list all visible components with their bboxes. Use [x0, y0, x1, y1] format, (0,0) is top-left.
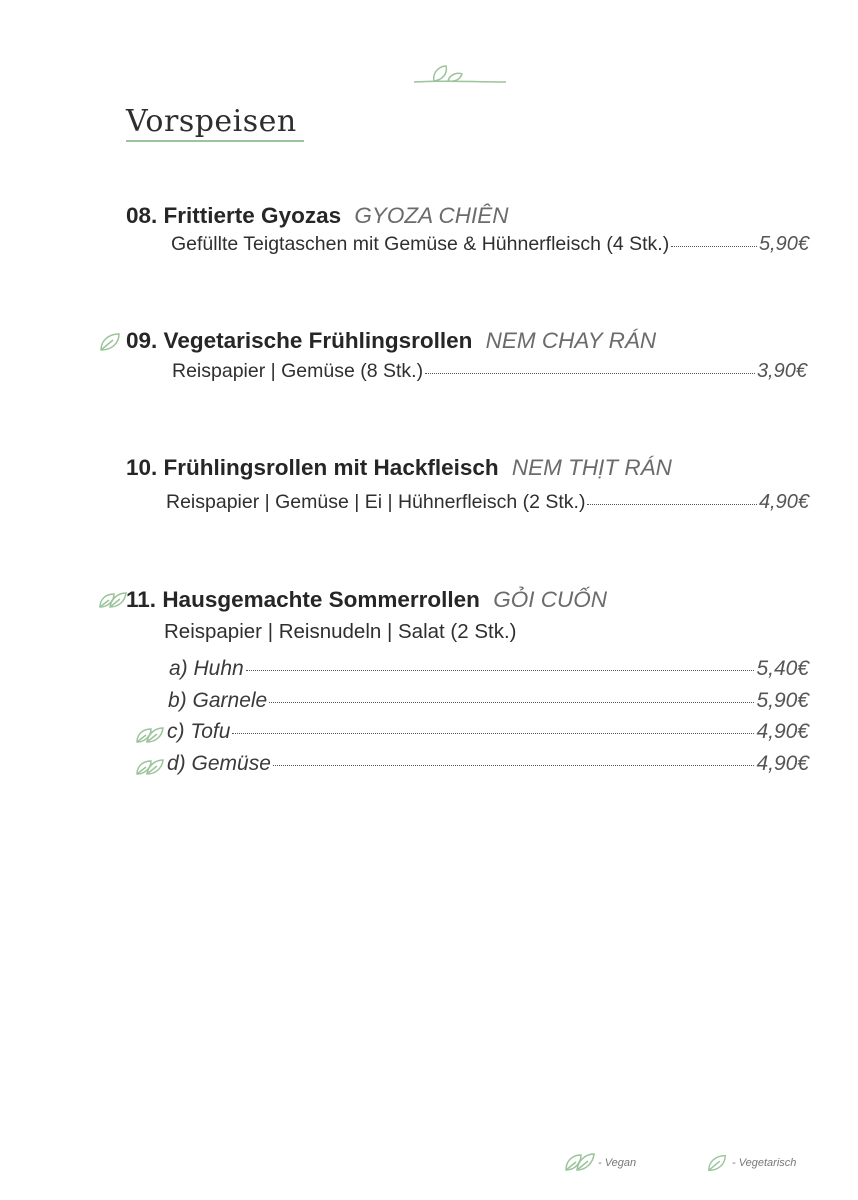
dish-price: 5,90€ [758, 233, 809, 255]
dot-leader [671, 246, 757, 247]
option-price: 4,90€ [756, 752, 809, 775]
vegetarian-leaf-icon [706, 1152, 728, 1174]
dish-name-vn: GỎI CUỐN [493, 587, 607, 612]
dish-number: 08. [126, 203, 158, 228]
vegan-leaf-icon [98, 589, 128, 611]
dot-leader [246, 670, 755, 671]
dot-leader [273, 765, 755, 766]
vegetarian-leaf-icon [98, 331, 122, 353]
title-underline [126, 140, 304, 142]
dish-number: 09. [126, 328, 158, 353]
dish-description-row [164, 620, 516, 644]
dish-description: Reispapier | Reisnudeln | Salat (2 Stk.) [164, 620, 517, 643]
option-price: 5,40€ [756, 657, 809, 680]
dish-description: Reispapier | Gemüse | Ei | Hühnerfleisch (2 Stk.) [166, 491, 586, 513]
dish-number: 11. [126, 587, 157, 612]
option-row [169, 657, 809, 681]
dish-title [126, 587, 607, 613]
option-price: 5,90€ [756, 689, 809, 712]
dish-description: Gefüllte Teigtaschen mit Gemüse & Hühnerfleisch (4 Stk.) [171, 233, 670, 255]
dish-name-de: Frühlingsrollen mit Hackfleisch [163, 455, 499, 480]
dot-leader [232, 733, 754, 734]
vegan-leaf-icon [135, 756, 165, 778]
option-label: b) Garnele [168, 689, 268, 712]
dish-description-row [172, 360, 807, 383]
dot-leader [587, 504, 756, 505]
dish-title [126, 455, 672, 481]
dish-number: 10. [126, 455, 158, 480]
dish-title [126, 328, 656, 354]
vegan-leaf-icon [564, 1150, 596, 1174]
dish-title [126, 203, 509, 229]
option-row [167, 752, 809, 776]
dish-name-vn: GYOZA CHIÊN [354, 203, 509, 228]
option-price: 4,90€ [756, 720, 809, 743]
option-label: d) Gemüse [167, 752, 271, 775]
leaf-ornament-icon [412, 60, 508, 88]
dish-price: 3,90€ [756, 360, 807, 382]
dish-name-de: Frittierte Gyozas [163, 203, 342, 228]
vegan-leaf-icon [135, 724, 165, 746]
option-label: a) Huhn [169, 657, 244, 680]
legend-vegan-label: - Vegan [598, 1157, 637, 1169]
dot-leader [269, 702, 754, 703]
dish-name-de: Hausgemachte Sommerrollen [162, 587, 480, 612]
option-label: c) Tofu [167, 720, 231, 743]
dish-name-vn: NEM THỊT RÁN [511, 455, 672, 480]
option-row [168, 689, 809, 713]
dish-name-de: Vegetarische Frühlingsrollen [163, 328, 473, 353]
dish-description-row [171, 233, 809, 256]
dish-name-vn: NEM CHAY RÁN [485, 328, 657, 353]
dish-description: Reispapier | Gemüse (8 Stk.) [172, 360, 424, 382]
section-title: Vorspeisen [126, 104, 297, 139]
dish-price: 4,90€ [758, 491, 809, 513]
dot-leader [425, 373, 755, 374]
dish-description-row [166, 491, 809, 514]
option-row [167, 720, 809, 744]
legend-vegetarian-label: - Vegetarisch [732, 1157, 797, 1169]
